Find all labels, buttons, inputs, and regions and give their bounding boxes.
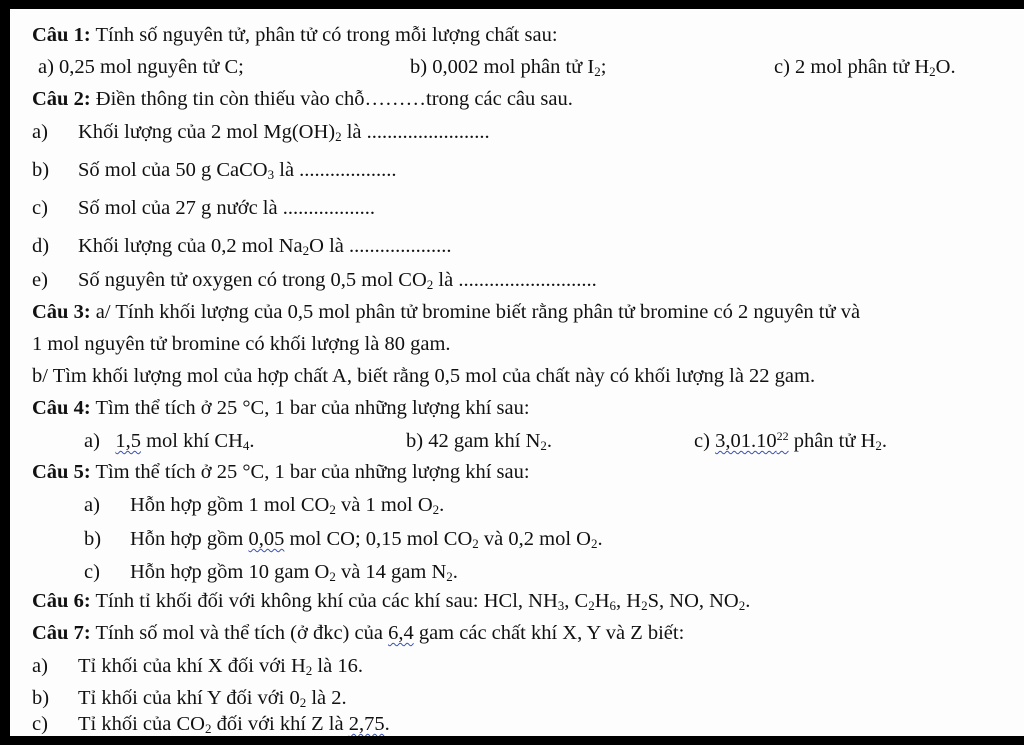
q4-option-c: c) 3,01.10$^{22}$ phân tử $H_2$. [694,429,888,453]
q2-item-a: a) Khối lượng của 2 mol $Mg(OH)_2$ là ........................ [32,121,490,144]
q3-line-3: b/ Tìm khối lượng mol của hợp chất A, biết rằng 0,5 mol của chất này có khối lượng là 22 gam. [32,365,816,387]
q1-heading [32,23,558,47]
q7-label: Câu 7: [32,622,91,644]
q7-item-b: b) Tỉ khối của khí Y đối với $0_2$ là 2. [32,687,347,710]
q4-option-b: b) 42 gam khí $N_2$. [406,430,552,453]
q7-item-c: c) Tỉ khối của $CO_2$ đối với khí Z là 2,75. [32,713,390,736]
q1-option-b: b) 0,002 mol phân tử $I_2$; [410,56,607,79]
q3-label: Câu 3: [32,301,91,323]
q2-item-e: e) Số nguyên tử oxygen có trong 0,5 mol $CO_2$ là ........................... [32,269,597,292]
q3-line-2: 1 mol nguyên tử bromine có khối lượng là 80 gam. [32,333,451,355]
q2-item-d: d) Khối lượng của 0,2 mol $Na_2O$ là .................... [32,235,452,258]
q4-label: Câu 4: [32,397,91,419]
q7-item-a: a) Tỉ khối của khí X đối với $H_2$ là 16. [32,655,363,678]
q2-item-b: b) Số mol của 50 g CaCO$_3$ là ................... [32,159,397,182]
q5-item-b: b) Hỗn hợp gồm 0,05 mol CO; 0,15 mol $CO_2$ và 0,2 mol $O_2$. [84,528,603,551]
q1-label: Câu 1: [32,24,91,46]
q4-heading: Câu 4: Tìm thể tích ở 25 °C, 1 bar của những lượng khí sau: [32,397,530,419]
q5-heading: Câu 5: Tìm thể tích ở 25 °C, 1 bar của những lượng khí sau: [32,461,530,483]
q7-heading: Câu 7: Tính số mol và thể tích (ở đkc) của 6,4 gam các chất khí X, Y và Z biết: [32,622,685,644]
q5-item-a: a) Hỗn hợp gồm 1 mol $CO_2$ và 1 mol $O_2$. [84,494,445,517]
document-page [10,9,1024,736]
q4-option-a: a) 1,5 mol khí $CH_4$. [84,430,255,453]
q1-option-c: c) 2 mol phân tử $H_2O$. [774,56,956,79]
q6-line: Câu 6: Tính tỉ khối đối với không khí của các khí sau: HCl, $NH_3$, $C_2H_6$, $H_2S$, NO, $NO_2$. [32,590,751,613]
q5-label: Câu 5: [32,461,91,483]
q6-label: Câu 6: [32,590,91,612]
q5-item-c: c) Hỗn hợp gồm 10 gam $O_2$ và 14 gam $N_2$. [84,561,458,584]
q3-line-1: Câu 3: a/ Tính khối lượng của 0,5 mol phân tử bromine biết rằng phân tử bromine có 2 nguyên tử và [32,301,861,323]
q2-text: Điền thông tin còn thiếu vào chỗ………trong các câu sau. [95,88,573,110]
q2-heading [32,87,573,111]
q2-item-c: c) Số mol của 27 g nước là .................. [32,197,375,219]
q1-option-a: a) 0,25 mol nguyên tử C; [38,56,244,78]
q1-text: Tính số nguyên tử, phân tử có trong mỗi lượng chất sau: [95,24,558,46]
q2-label: Câu 2: [32,88,91,110]
